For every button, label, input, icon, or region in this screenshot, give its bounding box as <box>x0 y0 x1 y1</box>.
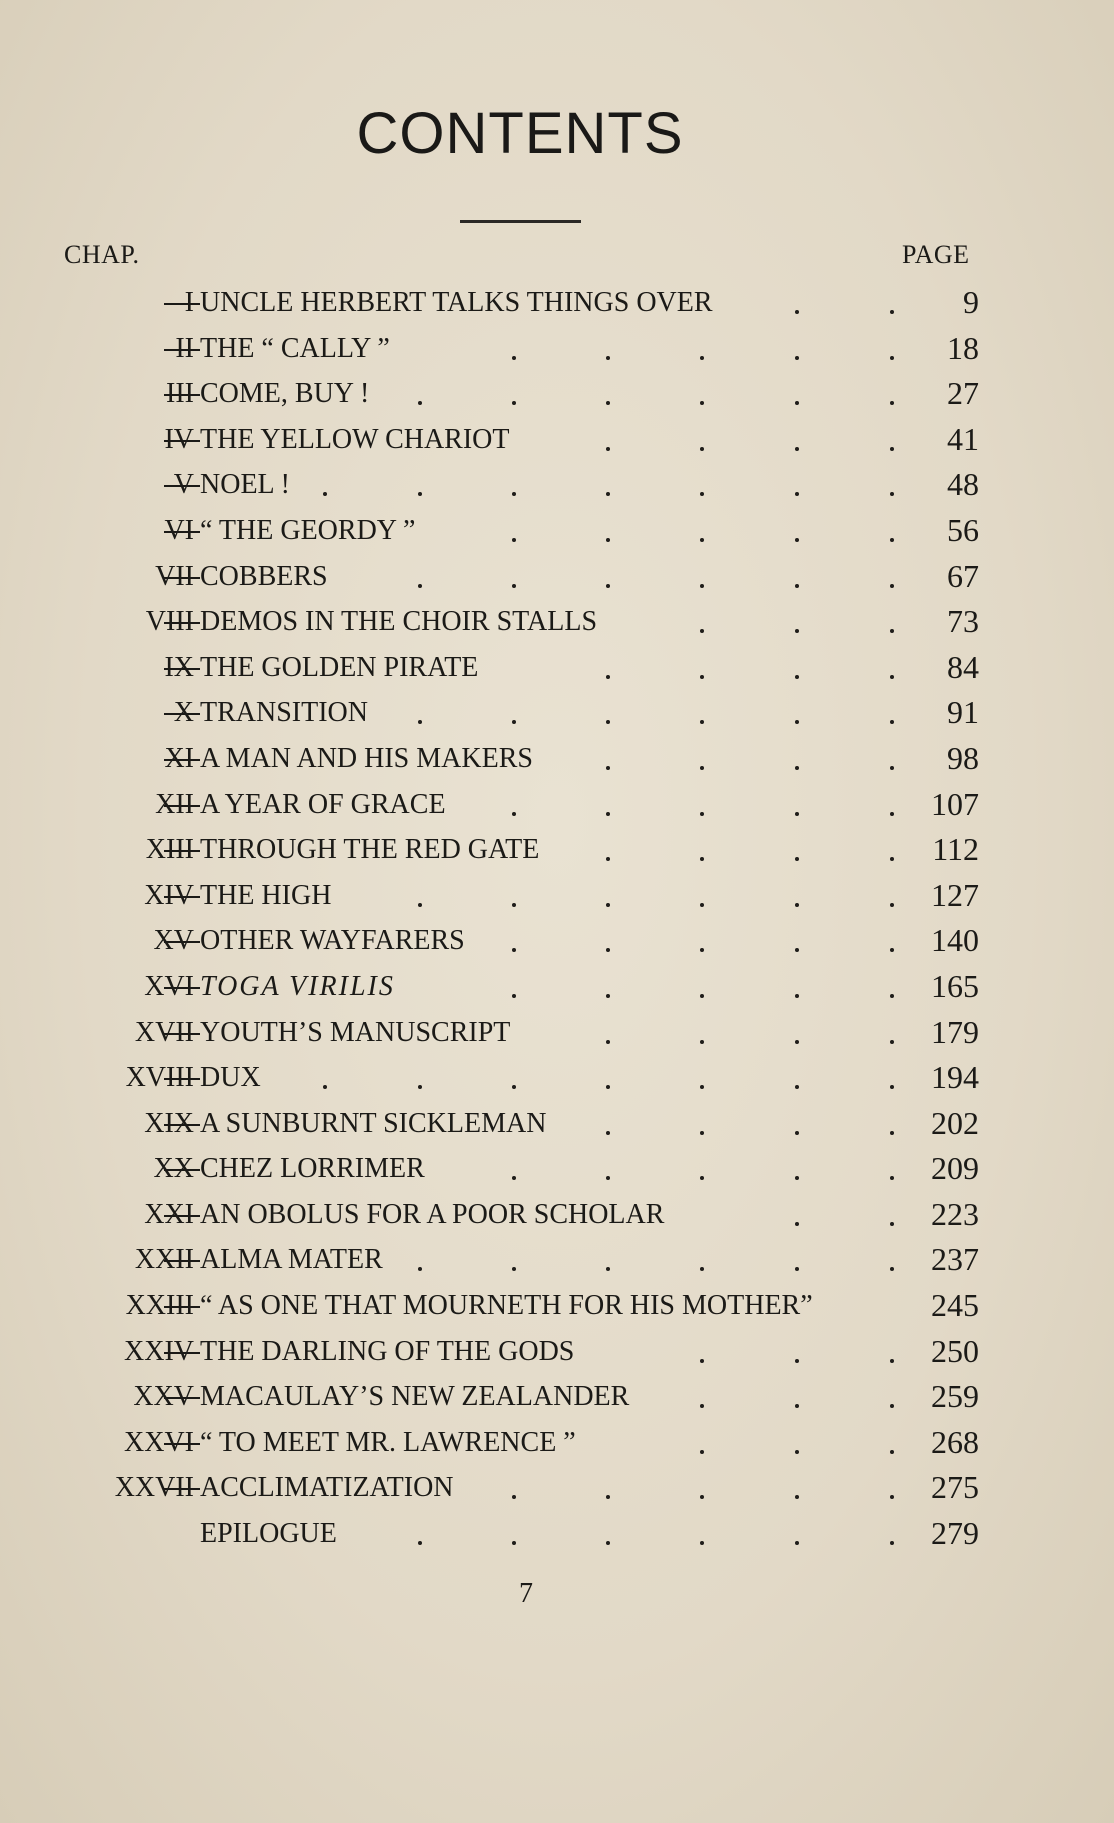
chapter-number: XVII <box>134 1016 194 1048</box>
leader-dot <box>606 538 610 542</box>
page-reference: 223 <box>931 1195 979 1232</box>
dot-leader <box>0 280 1114 326</box>
chapter-title: THE DARLING OF THE GODS <box>200 1335 575 1367</box>
chapter-title: “ TO MEET MR. LAWRENCE ” <box>200 1426 576 1458</box>
chapter-number: XXVII <box>114 1472 194 1504</box>
chapter-title: DEMOS IN THE CHOIR STALLS <box>200 606 598 638</box>
leader-dot <box>795 538 799 542</box>
toc-entry <box>0 645 1114 691</box>
page-reference: 237 <box>931 1241 979 1278</box>
leader-dot <box>700 401 704 405</box>
toc-entry <box>0 736 1114 782</box>
leader-dot <box>890 1267 894 1271</box>
leader-dot <box>323 492 327 496</box>
chapter-number: VI <box>164 514 194 546</box>
leader-dot <box>795 1176 799 1180</box>
page-reference: 245 <box>931 1287 979 1324</box>
leader-dot <box>606 1495 610 1499</box>
leader-dot <box>700 1404 704 1408</box>
page-reference: 259 <box>931 1378 979 1415</box>
leader-dot <box>512 1085 516 1089</box>
chapter-title: A SUNBURNT SICKLEMAN <box>200 1107 547 1139</box>
page-reference: 165 <box>931 967 979 1004</box>
leader-dot <box>700 1176 704 1180</box>
leader-dot <box>795 401 799 405</box>
toc-entry <box>0 1374 1114 1420</box>
page-reference: 140 <box>931 922 979 959</box>
leader-dot <box>795 1085 799 1089</box>
leader-dot <box>890 1222 894 1226</box>
chapter-number: XIX <box>144 1107 194 1139</box>
leader-dot <box>700 1359 704 1363</box>
chapter-title: A MAN AND HIS MAKERS <box>200 742 533 774</box>
leader-dot <box>795 948 799 952</box>
leader-dot <box>606 356 610 360</box>
leader-dot <box>512 903 516 907</box>
leader-dot <box>890 766 894 770</box>
leader-dot <box>890 812 894 816</box>
chapter-number: XIII <box>145 834 194 866</box>
leader-dot <box>795 447 799 451</box>
leader-dot <box>890 675 894 679</box>
chapter-number: XIV <box>144 879 194 911</box>
page-reference: 107 <box>931 785 979 822</box>
chapter-title: ALMA MATER <box>200 1244 383 1276</box>
leader-dot <box>795 857 799 861</box>
toc-entry <box>0 326 1114 372</box>
chapter-title: COME, BUY ! <box>200 378 370 410</box>
chapter-number: XXII <box>134 1244 194 1276</box>
toc-entry <box>0 964 1114 1010</box>
leader-dot <box>700 1495 704 1499</box>
page-reference: 98 <box>947 739 979 776</box>
leader-dot <box>890 1404 894 1408</box>
leader-dot <box>512 994 516 998</box>
leader-dot <box>700 1450 704 1454</box>
leader-dot <box>890 629 894 633</box>
leader-dot <box>890 310 894 314</box>
leader-dot <box>323 1085 327 1089</box>
leader-dot <box>512 1176 516 1180</box>
page-reference: 73 <box>947 603 979 640</box>
toc-entry <box>0 827 1114 873</box>
page-reference: 279 <box>931 1515 979 1552</box>
chapter-title: COBBERS <box>200 560 328 592</box>
leader-dot <box>418 401 422 405</box>
page-reference: 250 <box>931 1332 979 1369</box>
leader-dot <box>890 401 894 405</box>
chapter-title: NOEL ! <box>200 469 290 501</box>
chapter-title: THE GOLDEN PIRATE <box>200 651 479 683</box>
leader-dot <box>606 447 610 451</box>
chapter-number: III <box>166 378 194 410</box>
chapter-title: THE “ CALLY ” <box>200 332 390 364</box>
leader-dot <box>700 447 704 451</box>
toc-entry <box>0 417 1114 463</box>
toc-entry <box>0 1055 1114 1101</box>
page-reference: 67 <box>947 557 979 594</box>
leader-dot <box>890 1040 894 1044</box>
chapter-number: II <box>175 332 194 364</box>
chapter-number: XV <box>153 925 194 957</box>
toc-list <box>0 280 1114 1557</box>
chapter-number: VIII <box>145 606 194 638</box>
leader-dot <box>795 994 799 998</box>
leader-dot <box>795 675 799 679</box>
page-reference: 18 <box>947 329 979 366</box>
chapter-number: IV <box>164 423 194 455</box>
leader-dot <box>606 1131 610 1135</box>
chapter-title: UNCLE HERBERT TALKS THINGS OVER <box>200 287 713 318</box>
leader-dot <box>512 538 516 542</box>
toc-entry <box>0 1283 1114 1329</box>
toc-entry <box>0 1465 1114 1511</box>
leader-dot <box>512 948 516 952</box>
leader-dot <box>890 1541 894 1545</box>
leader-dot <box>700 766 704 770</box>
leader-dot <box>418 584 422 588</box>
leader-dot <box>700 675 704 679</box>
page-reference: 275 <box>931 1469 979 1506</box>
leader-dot <box>890 1359 894 1363</box>
chapter-title: THE HIGH <box>200 879 332 911</box>
leader-dot <box>606 1176 610 1180</box>
chapter-title: THROUGH THE RED GATE <box>200 834 540 866</box>
leader-dot <box>418 1267 422 1271</box>
title-rule <box>460 220 581 223</box>
leader-dot <box>890 356 894 360</box>
leader-dot <box>700 538 704 542</box>
leader-dot <box>700 1541 704 1545</box>
chapter-number: XVIII <box>125 1062 194 1094</box>
chapter-number: XXIII <box>125 1290 194 1322</box>
toc-entry <box>0 371 1114 417</box>
chapter-number: XXIV <box>124 1335 194 1367</box>
leader-dot <box>890 1495 894 1499</box>
leader-dot <box>512 584 516 588</box>
leader-dot <box>795 584 799 588</box>
leader-dot <box>418 720 422 724</box>
chapter-title: “ THE GEORDY ” <box>200 514 416 546</box>
leader-dot <box>890 447 894 451</box>
chapter-title: EPILOGUE <box>200 1518 337 1550</box>
leader-dot <box>795 903 799 907</box>
leader-dot <box>890 994 894 998</box>
leader-dot <box>512 812 516 816</box>
chapter-number: XVI <box>144 970 194 1002</box>
leader-dot <box>512 720 516 724</box>
page-reference: 27 <box>947 375 979 412</box>
chapter-number: I <box>184 287 194 318</box>
leader-dot <box>890 492 894 496</box>
leader-dot <box>795 1541 799 1545</box>
leader-dot <box>795 1495 799 1499</box>
leader-dot <box>700 629 704 633</box>
leader-dot <box>700 492 704 496</box>
toc-entry <box>0 918 1114 964</box>
toc-entry <box>0 554 1114 600</box>
chapter-number: IX <box>164 651 194 683</box>
leader-dot <box>606 1040 610 1044</box>
leader-dot <box>795 812 799 816</box>
leader-dot <box>795 1222 799 1226</box>
toc-entry <box>0 1010 1114 1056</box>
page-reference: 179 <box>931 1013 979 1050</box>
toc-entry <box>0 1511 1114 1557</box>
page-reference: 112 <box>932 831 979 868</box>
leader-dot <box>606 584 610 588</box>
leader-dot <box>795 1450 799 1454</box>
leader-dot <box>700 1267 704 1271</box>
leader-dot <box>606 675 610 679</box>
page-reference: 91 <box>947 694 979 731</box>
page-reference: 202 <box>931 1104 979 1141</box>
leader-dot <box>700 948 704 952</box>
leader-dot <box>512 356 516 360</box>
leader-dot <box>512 492 516 496</box>
leader-dot <box>890 1131 894 1135</box>
page-reference: 41 <box>947 420 979 457</box>
leader-dot <box>890 584 894 588</box>
leader-dot <box>606 903 610 907</box>
toc-entry <box>0 1101 1114 1147</box>
leader-dot <box>700 812 704 816</box>
toc-entry <box>0 599 1114 645</box>
leader-dot <box>890 1450 894 1454</box>
chapter-title: DUX <box>200 1062 261 1094</box>
leader-dot <box>418 1541 422 1545</box>
leader-dot <box>606 492 610 496</box>
chapter-title: THE YELLOW CHARIOT <box>200 423 510 455</box>
leader-dot <box>606 1085 610 1089</box>
chapter-title: MACAULAY’S NEW ZEALANDER <box>200 1381 630 1413</box>
leader-dot <box>795 356 799 360</box>
toc-entry <box>0 873 1114 919</box>
leader-dot <box>795 1040 799 1044</box>
leader-dot <box>890 1085 894 1089</box>
page-reference: 127 <box>931 876 979 913</box>
page-column-header: PAGE <box>902 240 970 269</box>
leader-dot <box>418 492 422 496</box>
leader-dot <box>890 538 894 542</box>
leader-dot <box>795 310 799 314</box>
leader-dot <box>606 994 610 998</box>
toc-entry <box>0 1192 1114 1238</box>
leader-dot <box>606 812 610 816</box>
leader-dot <box>795 1359 799 1363</box>
page-reference: 9 <box>963 284 979 320</box>
chapter-number: XI <box>164 742 194 774</box>
chapter-title: ACCLIMATIZATION <box>200 1472 454 1504</box>
leader-dot <box>890 857 894 861</box>
toc-entry <box>0 280 1114 326</box>
leader-dot <box>890 1176 894 1180</box>
page-title: CONTENTS <box>356 101 684 166</box>
leader-dot <box>606 857 610 861</box>
leader-dot <box>700 720 704 724</box>
leader-dot <box>890 948 894 952</box>
toc-entry <box>0 462 1114 508</box>
chapter-number: XXVI <box>124 1426 194 1458</box>
leader-dot <box>700 1040 704 1044</box>
leader-dot <box>606 1267 610 1271</box>
toc-entry <box>0 508 1114 554</box>
chapter-title: OTHER WAYFARERS <box>200 925 465 957</box>
toc-entry <box>0 1420 1114 1466</box>
leader-dot <box>418 903 422 907</box>
leader-dot <box>512 401 516 405</box>
toc-entry <box>0 1329 1114 1375</box>
leader-dot <box>795 1267 799 1271</box>
chapter-number: XXI <box>144 1198 194 1230</box>
toc-entry <box>0 1237 1114 1283</box>
leader-dot <box>700 356 704 360</box>
chapter-number: VII <box>155 560 194 592</box>
leader-dot <box>795 629 799 633</box>
leader-dot <box>700 857 704 861</box>
toc-entry <box>0 782 1114 828</box>
leader-dot <box>890 903 894 907</box>
leader-dot <box>606 401 610 405</box>
chapter-number: X <box>173 697 194 729</box>
page-reference: 84 <box>947 648 979 685</box>
leader-dot <box>795 1404 799 1408</box>
leader-dot <box>700 584 704 588</box>
leader-dot <box>795 492 799 496</box>
chapter-number: XII <box>155 788 194 820</box>
leader-dot <box>512 1267 516 1271</box>
leader-dot <box>795 766 799 770</box>
chapter-title: TOGA VIRILIS <box>200 970 395 1002</box>
leader-dot <box>512 1495 516 1499</box>
page-reference: 48 <box>947 466 979 503</box>
page-reference: 209 <box>931 1150 979 1187</box>
chapter-number: V <box>173 469 194 501</box>
leader-dot <box>890 720 894 724</box>
chapter-number: XXV <box>133 1381 194 1413</box>
leader-dot <box>606 948 610 952</box>
chapter-title: “ AS ONE THAT MOURNETH FOR HIS MOTHER” <box>200 1290 813 1322</box>
leader-dot <box>700 994 704 998</box>
toc-entry <box>0 690 1114 736</box>
leader-dot <box>795 1131 799 1135</box>
leader-dot <box>606 1541 610 1545</box>
leader-dot <box>606 766 610 770</box>
chapter-title: TRANSITION <box>200 697 368 729</box>
page-reference: 194 <box>931 1059 979 1096</box>
leader-dot <box>700 903 704 907</box>
leader-dot <box>418 1085 422 1089</box>
leader-dot <box>700 1085 704 1089</box>
chapter-title: AN OBOLUS FOR A POOR SCHOLAR <box>200 1198 665 1230</box>
page-reference: 268 <box>931 1423 979 1460</box>
chapter-title: YOUTH’S MANUSCRIPT <box>200 1016 511 1048</box>
page-number: 7 <box>519 1578 533 1609</box>
page-reference: 56 <box>947 511 979 548</box>
chapter-number: XX <box>153 1153 194 1185</box>
leader-dot <box>606 720 610 724</box>
toc-entry <box>0 1146 1114 1192</box>
chapter-title: CHEZ LORRIMER <box>200 1153 425 1185</box>
chap-column-header: CHAP. <box>64 240 140 269</box>
leader-dot <box>700 1131 704 1135</box>
leader-dot <box>512 1541 516 1545</box>
chapter-title: A YEAR OF GRACE <box>200 788 446 820</box>
leader-dot <box>795 720 799 724</box>
